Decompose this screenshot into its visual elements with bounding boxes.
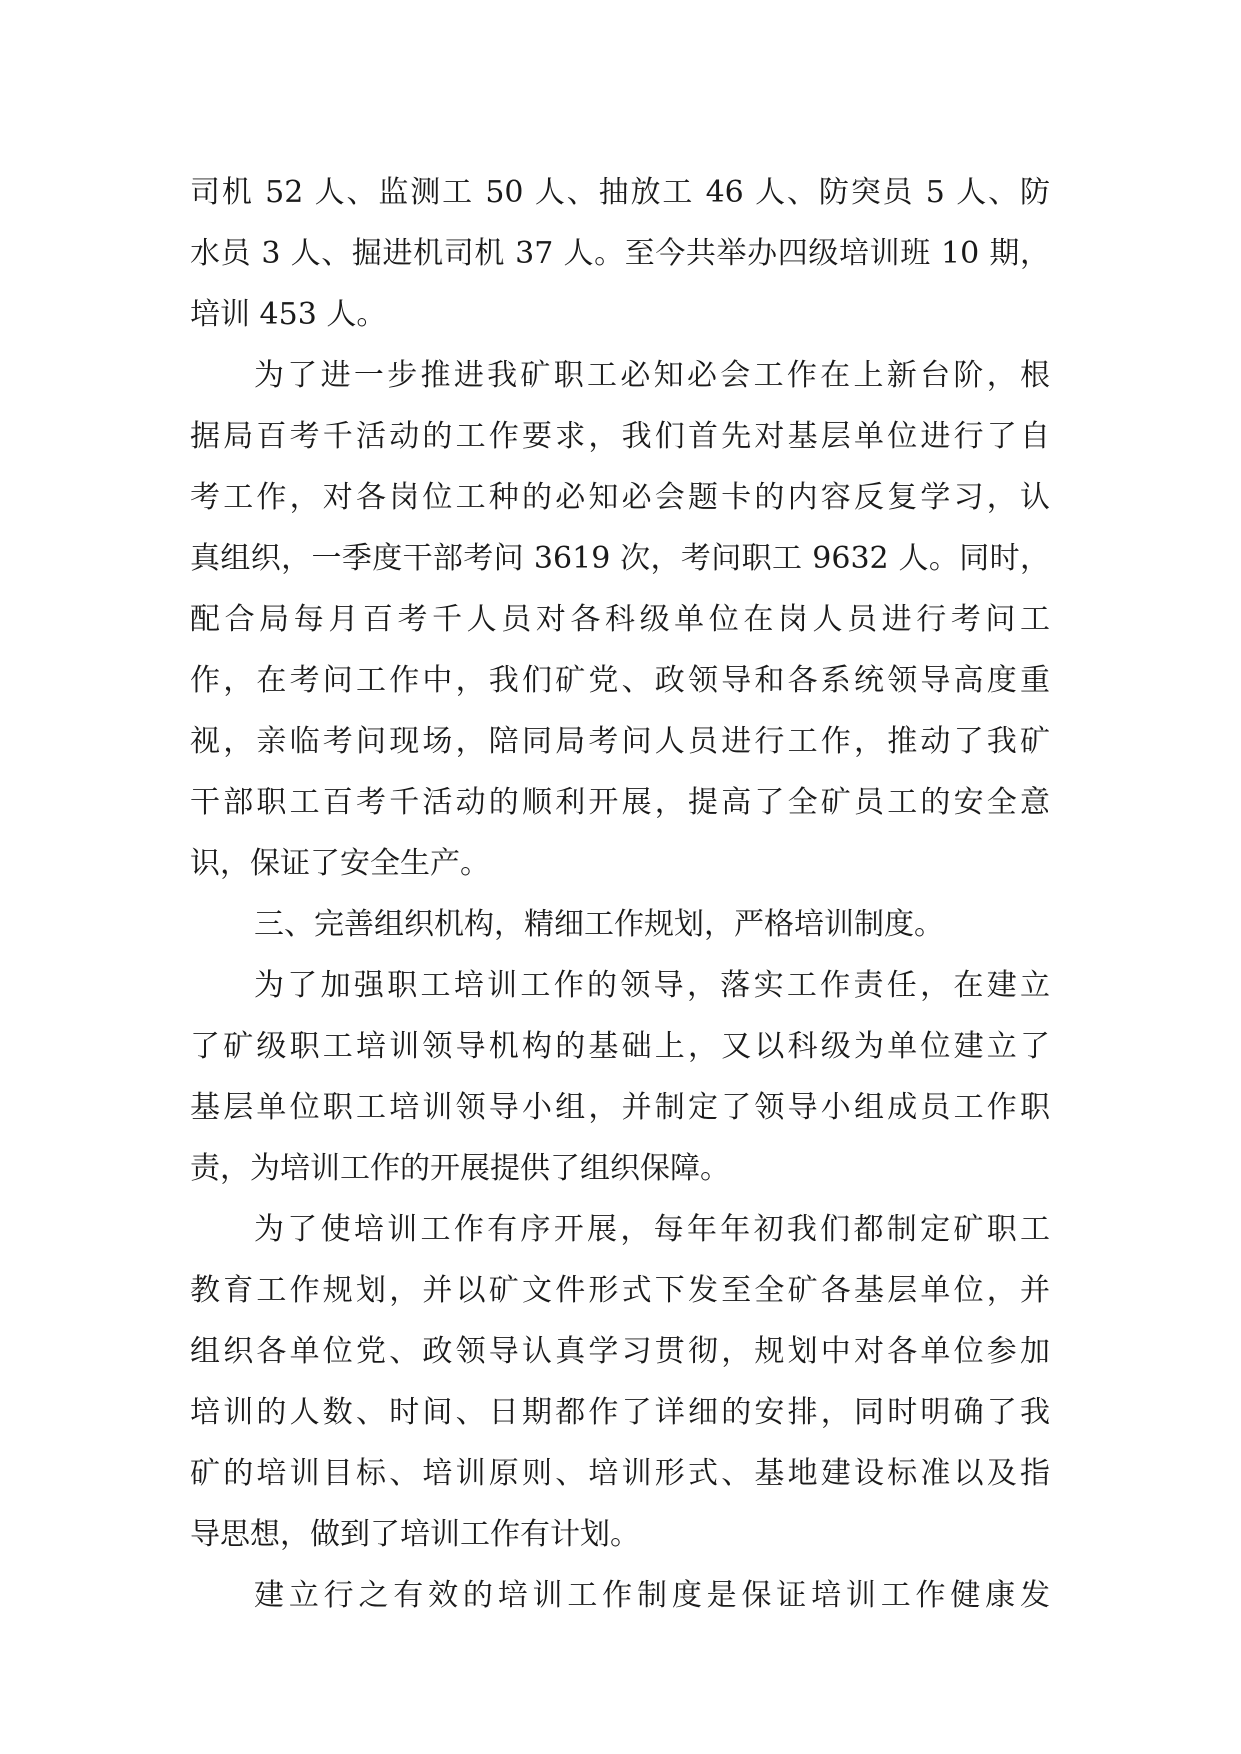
text-line: 据局百考千活动的工作要求，我们首先对基层单位进行了自 xyxy=(190,419,1050,454)
paragraph-start-line: 为了加强职工培训工作的领导，落实工作责任，在建立 xyxy=(254,968,1050,1003)
body-text xyxy=(190,162,1050,1626)
paragraph-start-line: 为了进一步推进我矿职工必知必会工作在上新台阶，根 xyxy=(254,358,1050,393)
text-line: 导思想，做到了培训工作有计划。 xyxy=(190,1517,640,1552)
text-line: 责，为培训工作的开展提供了组织保障。 xyxy=(190,1151,730,1186)
text-line: 矿的培训目标、培训原则、培训形式、基地建设标准以及指 xyxy=(190,1456,1050,1491)
text-line: 考工作，对各岗位工种的必知必会题卡的内容反复学习，认 xyxy=(190,480,1050,515)
section-heading: 三、完善组织机构，精细工作规划，严格培训制度。 xyxy=(254,907,944,942)
paragraph-start-line: 为了使培训工作有序开展，每年年初我们都制定矿职工 xyxy=(254,1212,1050,1247)
text-line: 识，保证了安全生产。 xyxy=(190,846,490,881)
text-line: 司机 52 人、监测工 50 人、抽放工 46 人、防突员 5 人、防 xyxy=(190,175,1050,210)
paragraph-start-line: 建立行之有效的培训工作制度是保证培训工作健康发 xyxy=(254,1578,1050,1613)
text-line: 真组织，一季度干部考问 3619 次，考问职工 9632 人。同时， xyxy=(190,541,1050,576)
text-line: 配合局每月百考千人员对各科级单位在岗人员进行考问工 xyxy=(190,602,1050,637)
text-line: 水员 3 人、掘进机司机 37 人。至今共举办四级培训班 10 期， xyxy=(190,236,1050,271)
text-line: 视，亲临考问现场，陪同局考问人员进行工作，推动了我矿 xyxy=(190,724,1050,759)
text-line: 教育工作规划，并以矿文件形式下发至全矿各基层单位，并 xyxy=(190,1273,1050,1308)
text-line: 组织各单位党、政领导认真学习贯彻，规划中对各单位参加 xyxy=(190,1334,1050,1369)
text-line: 培训 453 人。 xyxy=(190,297,387,332)
text-line: 作，在考问工作中，我们矿党、政领导和各系统领导高度重 xyxy=(190,663,1050,698)
text-line: 培训的人数、时间、日期都作了详细的安排，同时明确了我 xyxy=(190,1395,1050,1430)
text-line: 干部职工百考千活动的顺利开展，提高了全矿员工的安全意 xyxy=(190,785,1050,820)
text-line: 了矿级职工培训领导机构的基础上，又以科级为单位建立了 xyxy=(190,1029,1050,1064)
text-line: 基层单位职工培训领导小组，并制定了领导小组成员工作职 xyxy=(190,1090,1050,1125)
